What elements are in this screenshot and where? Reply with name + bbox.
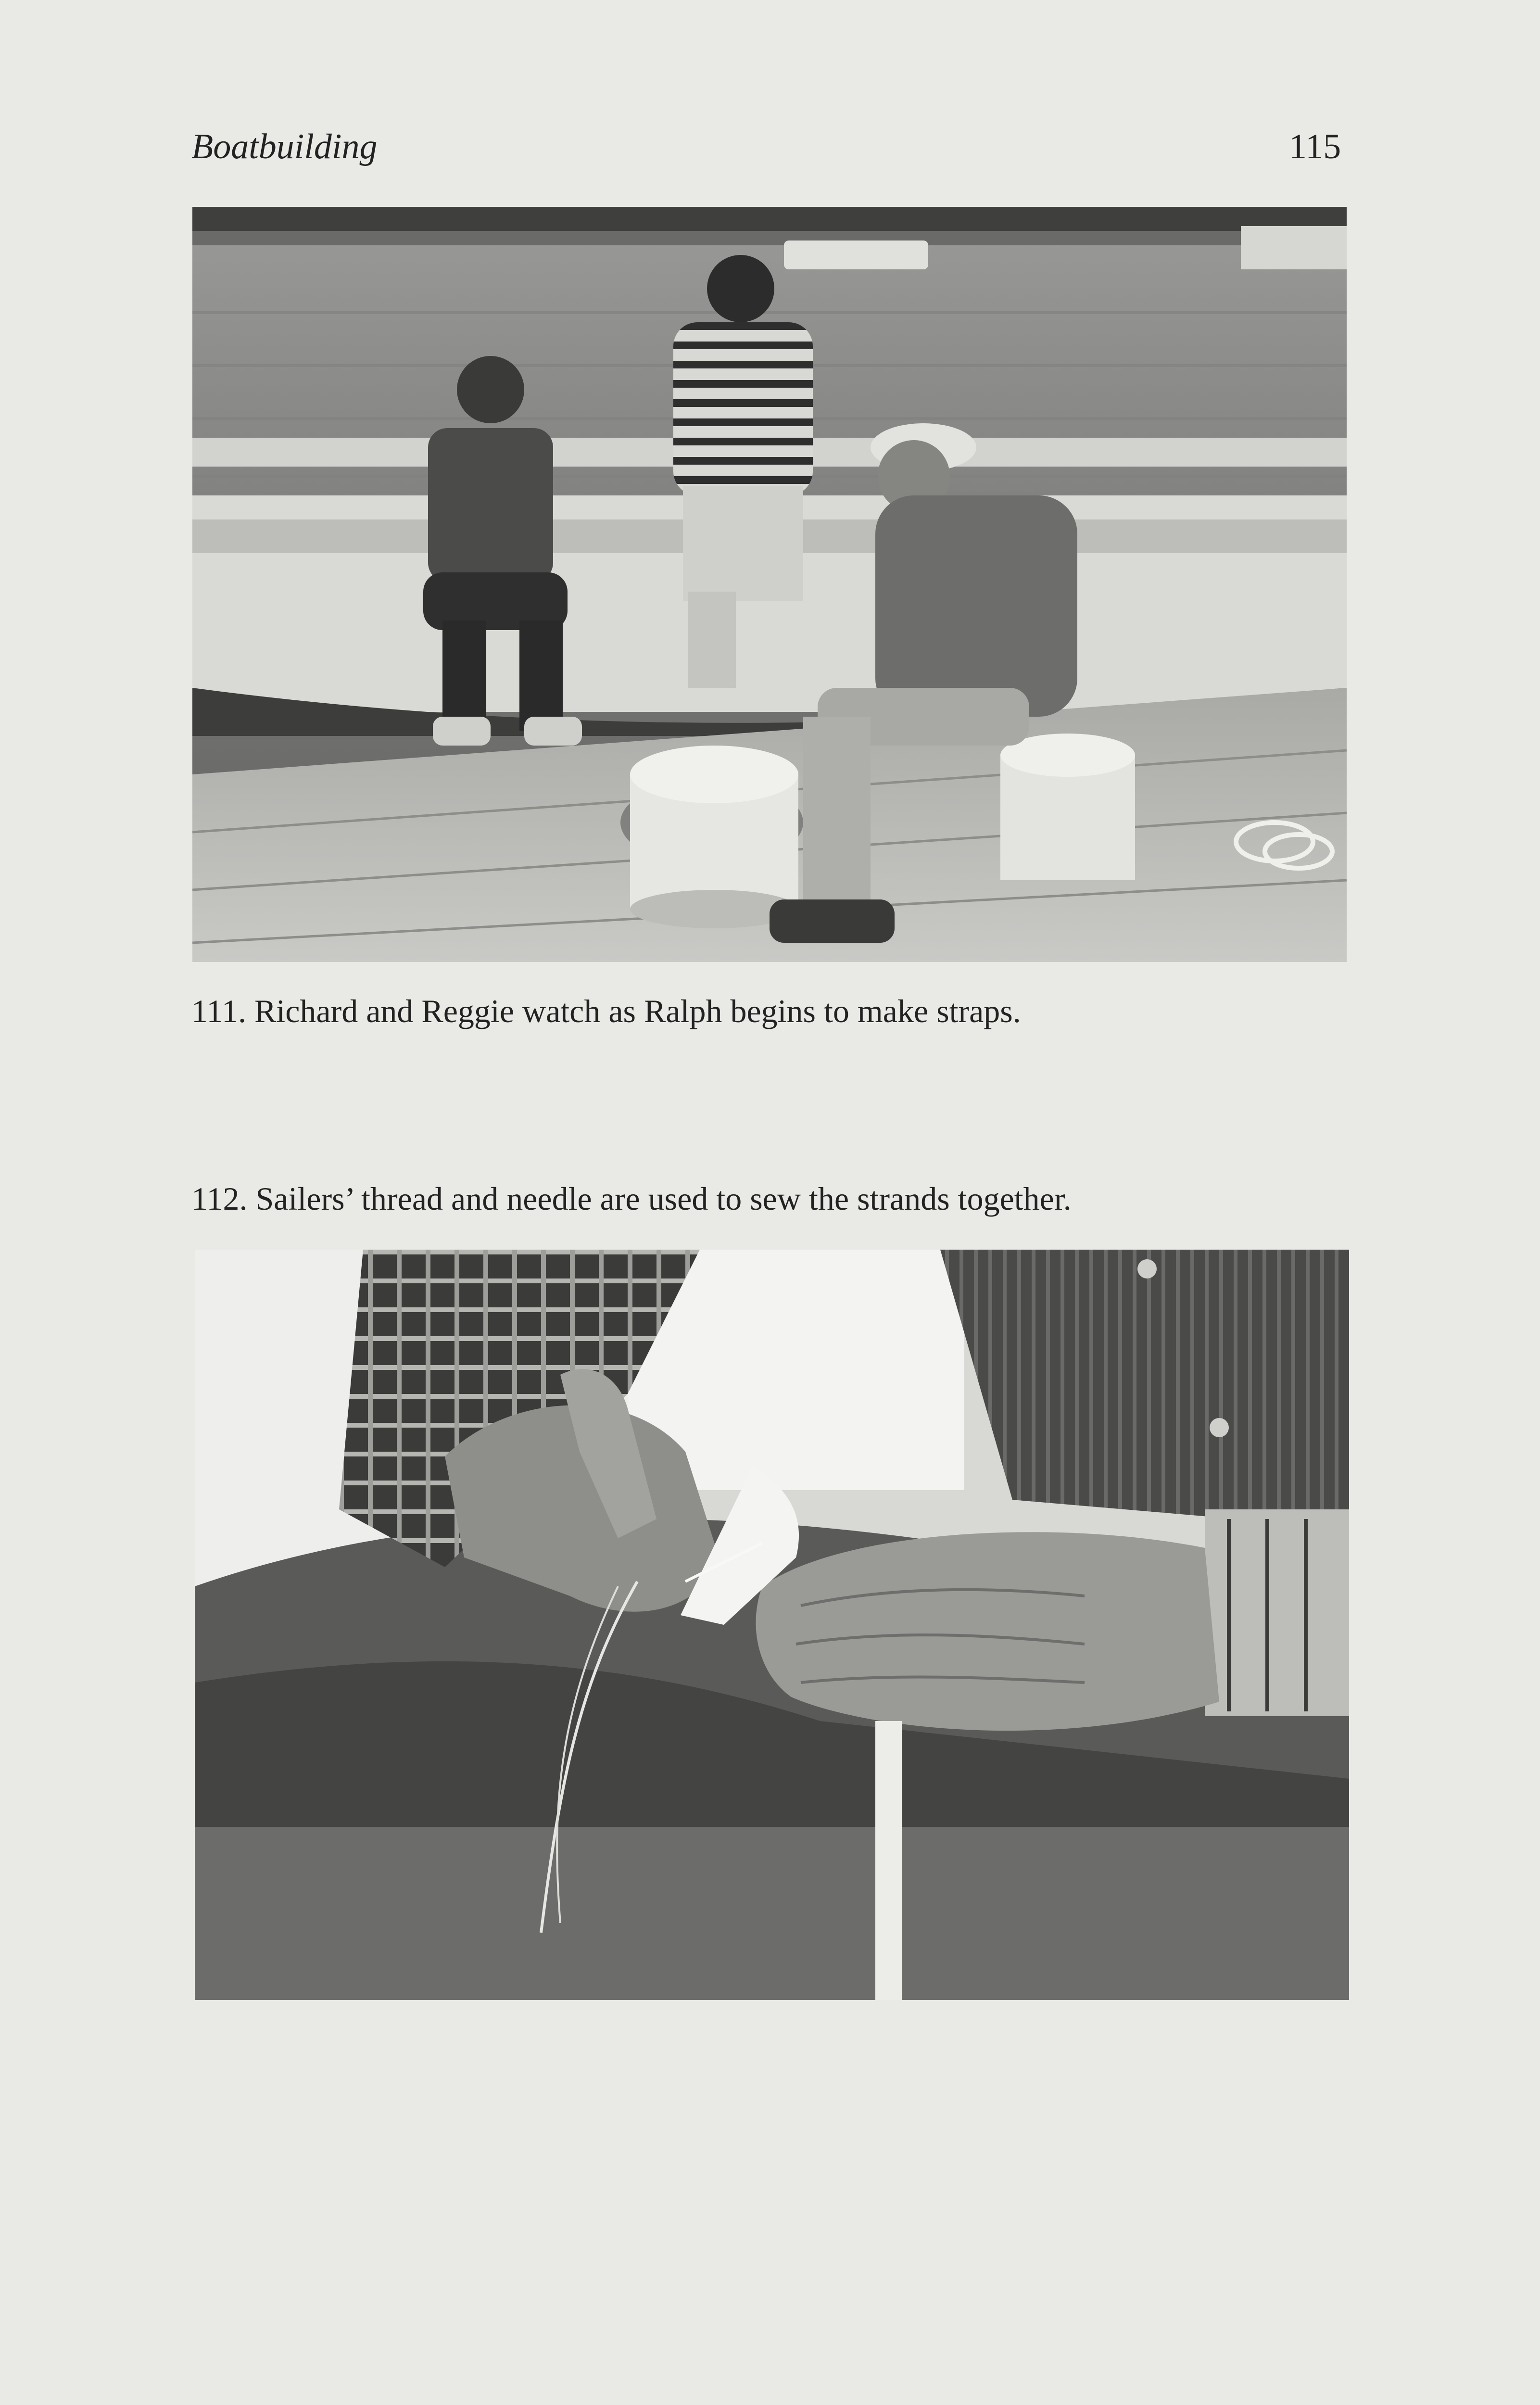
photo-harbor-dock-image xyxy=(192,207,1347,962)
photo-hands-sewing xyxy=(195,1250,1349,2000)
running-title: Boatbuilding xyxy=(191,127,378,166)
figure-caption: 112. Sailers’ thread and needle are used to sew the strands together. xyxy=(191,1180,1072,1217)
figure-caption: 111. Richard and Reggie watch as Ralph begins to make straps. xyxy=(191,993,1021,1029)
photo-hands-sewing-image xyxy=(195,1250,1349,2000)
page-number: 115 xyxy=(1289,127,1341,166)
photo-harbor-dock xyxy=(192,207,1347,962)
